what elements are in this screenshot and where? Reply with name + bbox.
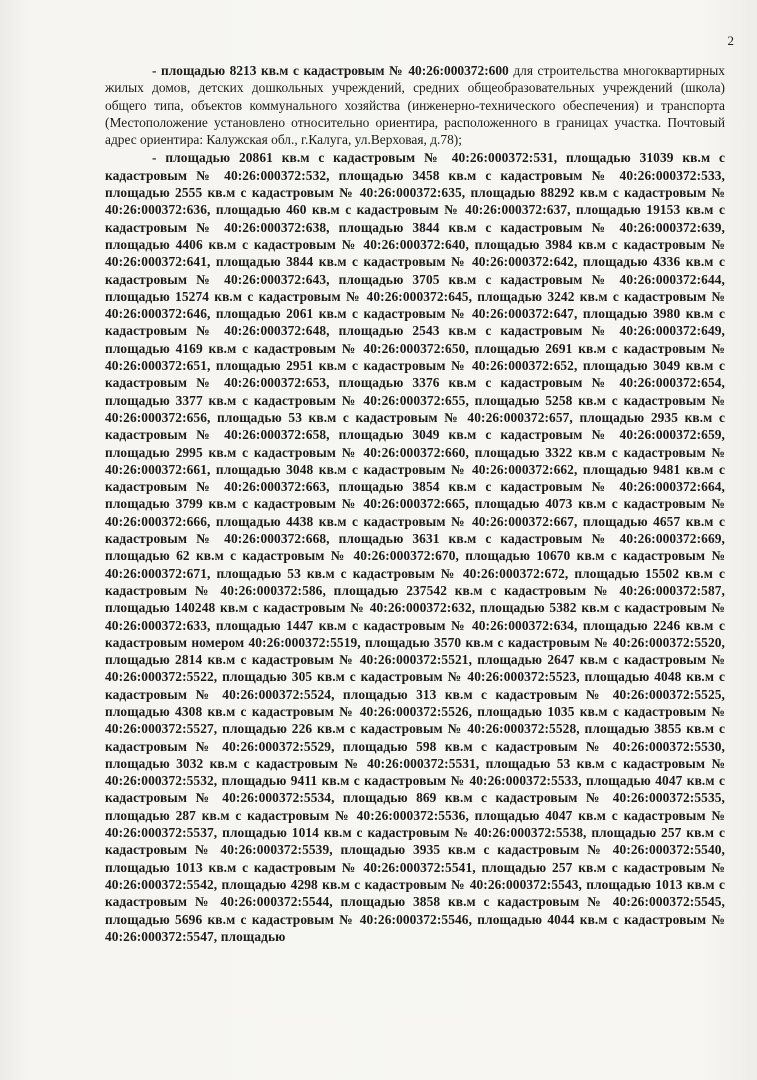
page-number: 2 xyxy=(727,33,734,48)
paragraph-plot-list: - площадью 20861 кв.м с кадастровым № 40:26:000372:531, площадью 31039 кв.м с кадастровым № 40:26:000372:532, площадью 3458 кв.м с кадастровым № 40:26:000372:533, площадью 2555 кв.м с кадастровым № 40:26:000372:635, площадью 88292 кв.м с кадастровым № 40:26:000372:636, площадью 460 кв.м с кадастровым № 40:26:000372:637, площадью 19153 кв.м с кадастровым № 40:26:000372:638, площадью 3844 кв.м с кадастровым № 40:26:000372:639, площадью 4406 кв.м с кадастровым № 40:26:000372:640, площадью 3984 кв.м с кадастровым № 40:26:000372:641, площадью 3844 кв.м с кадастровым № 40:26:000372:642, площадью 4336 кв.м с кадастровым № 40:26:000372:643, площадью 3705 кв.м с кадастровым № 40:26:000372:644, площадью 15274 кв.м с кадастровым № 40:26:000372:645, площадью 3242 кв.м с кадастровым № 40:26:000372:646, площадью 2061 кв.м с кадастровым № 40:26:000372:647, площадью 3980 кв.м с кадастровым № 40:26:000372:648, площадью 2543 кв.м с кадастровым № 40:26:000372:649, площадью 4169 кв.м с кадастровым № 40:26:000372:650, площадью 2691 кв.м с кадастровым № 40:26:000372:651, площадью 2951 кв.м с кадастровым № 40:26:000372:652, площадью 3049 кв.м с кадастровым № 40:26:000372:653, площадью 3376 кв.м с кадастровым № 40:26:000372:654, площадью 3377 кв.м с кадастровым № 40:26:000372:655, площадью 5258 кв.м с кадастровым № 40:26:000372:656, площадью 53 кв.м с кадастровым № 40:26:000372:657, площадью 2935 кв.м с кадастровым № 40:26:000372:658, площадью 3049 кв.м с кадастровым № 40:26:000372:659, площадью 2995 кв.м с кадастровым № 40:26:000372:660, площадью 3322 кв.м с кадастровым № 40:26:000372:661, площадью 3048 кв.м с кадастровым № 40:26:000372:662, площадью 9481 кв.м с кадастровым № 40:26:000372:663, площадью 3854 кв.м с кадастровым № 40:26:000372:664, площадью 3799 кв.м с кадастровым № 40:26:000372:665, площадью 4073 кв.м с кадастровым № 40:26:000372:666, площадью 4438 кв.м с кадастровым № 40:26:000372:667, площадью 4657 кв.м с кадастровым № 40:26:000372:668, площадью 3631 кв.м с кадастровым № 40:26:000372:669, площадью 62 кв.м с кадастровым № 40:26:000372:670, площадью 10670 кв.м с кадастровым № 40:26:000372:671, площадью 53 кв.м с кадастровым № 40:26:000372:672, площадью 15502 кв.м с кадастровым № 40:26:000372:586, площадью 237542 кв.м с кадастровым № 40:26:000372:587, площадью 140248 кв.м с кадастровым № 40:26:000372:632, площадью 5382 кв.м с кадастровым № 40:26:000372:633, площадью 1447 кв.м с кадастровым № 40:26:000372:634, площадью 2246 кв.м с кадастровым номером 40:26:000372:5519, площадью 3570 кв.м с кадастровым № 40:26:000372:5520, площадью 2814 кв.м с кадастровым № 40:26:000372:5521, площадью 2647 кв.м с кадастровым № 40:26:000372:5522, площадью 305 кв.м с кадастровым № 40:26:000372:5523, площадью 4048 кв.м с кадастровым № 40:26:000372:5524, площадью 313 кв.м с кадастровым № 40:26:000372:5525, площадью 4308 кв.м с кадастровым № 40:26:000372:5526, площадью 1035 кв.м с кадастровым № 40:26:000372:5527, площадью 226 кв.м с кадастровым № 40:26:000372:5528, площадью 3855 кв.м с кадастровым № 40:26:000372:5529, площадью 598 кв.м с кадастровым № 40:26:000372:5530, площадью 3032 кв.м с кадастровым № 40:26:000372:5531, площадью 53 кв.м с кадастровым № 40:26:000372:5532, площадью 9411 кв.м с кадастровым № 40:26:000372:5533, площадью 4047 кв.м с кадастровым № 40:26:000372:5534, площадью 869 кв.м с кадастровым № 40:26:000372:5535, площадью 287 кв.м с кадастровым № 40:26:000372:5536, площадью 4047 кв.м с кадастровым № 40:26:000372:5537, площадью 1014 кв.м с кадастровым № 40:26:000372:5538, площадью 257 кв.м с кадастровым № 40:26:000372:5539, площадью 3935 кв.м с кадастровым № 40:26:000372:5540, площадью 1013 кв.м с кадастровым № 40:26:000372:5541, площадью 257 кв.м с кадастровым № 40:26:000372:5542, площадью 4298 кв.м с кадастровым № 40:26:000372:5543, площадью 1013 кв.м с кадастровым № 40:26:000372:5544, площадью 3858 кв.м с кадастровым № 40:26:000372:5545, площадью 5696 кв.м с кадастровым № 40:26:000372:5546, площадью 4044 кв.м с кадастровым № 40:26:000372:5547, площадью xyxy=(105,150,725,944)
paragraph-plot-600-text: для строительства многоквартирных жилых домов, детских дошкольных учреждений, средних общеобразовательных учреждений (школа) общего типа, объектов коммунального хозяйства (инженерно-технического обеспечения) и транспорта (Местоположение установлено относительно ориентира, расположенного в границах участка. Почтовый адрес ориентира: Калужская обл., г.Калуга, ул.Верховая, д.78); xyxy=(105,63,725,148)
paragraph-plot-600 xyxy=(105,62,725,148)
document-body xyxy=(105,62,725,945)
paragraph-plot-600-lead: - площадью 8213 кв.м с кадастровым № 40:26:000372:600 xyxy=(152,63,509,78)
